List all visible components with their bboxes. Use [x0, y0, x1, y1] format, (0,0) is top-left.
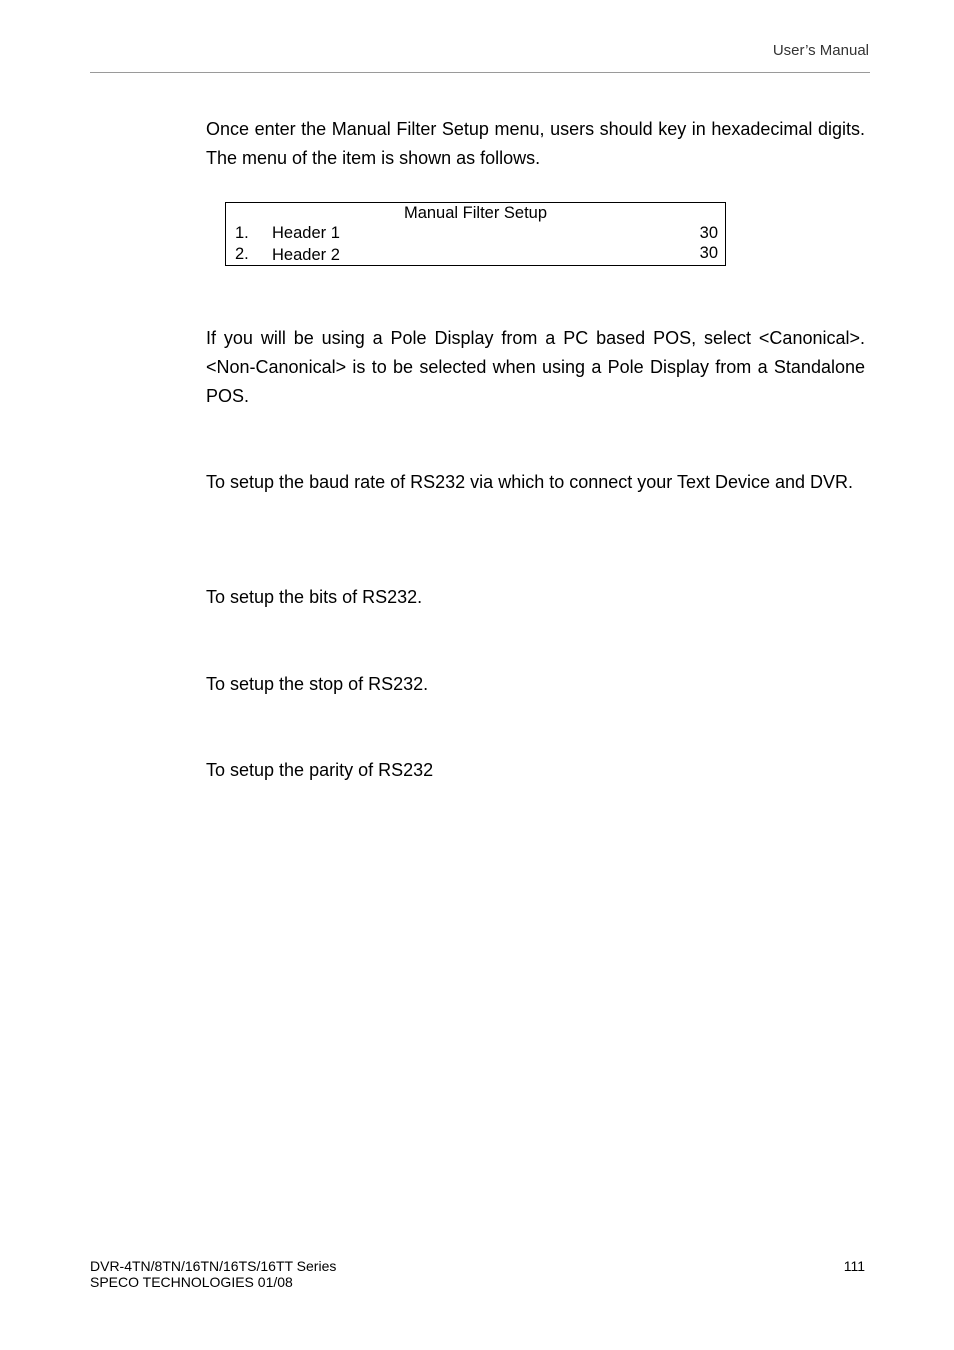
menu-row-value: 30: [699, 224, 718, 242]
pole-display-paragraph: If you will be using a Pole Display from a PC based POS, select <Canonical>. <Non-Canonical> is to be selected when using a Pole Display from a Standalone POS.: [206, 328, 865, 406]
parity-paragraph: To setup the parity of RS232: [206, 760, 434, 780]
menu-row-label: Header 1: [272, 224, 340, 242]
baud-rate-paragraph: To setup the baud rate of RS232 via which to connect your Text Device and DVR.: [206, 472, 854, 492]
menu-row: [226, 224, 725, 244]
manual-filter-setup-menu: [225, 202, 726, 266]
header-divider: [90, 72, 870, 73]
menu-title: Manual Filter Setup: [403, 204, 548, 222]
running-header: User’s Manual: [772, 42, 869, 59]
footer-series: DVR-4TN/8TN/16TN/16TS/16TT Series: [90, 1258, 337, 1274]
footer-company: SPECO TECHNOLOGIES 01/08: [90, 1274, 293, 1290]
menu-row-number: 2.: [235, 245, 249, 263]
footer-info: [90, 1258, 336, 1290]
menu-row-label: Header 2: [272, 246, 340, 264]
page-number: 111: [843, 1258, 865, 1274]
menu-row-value: 30: [699, 244, 718, 262]
bits-paragraph: To setup the bits of RS232.: [206, 587, 423, 607]
stop-paragraph: To setup the stop of RS232.: [206, 674, 429, 694]
menu-row-number: 1.: [235, 224, 249, 242]
menu-row: [226, 244, 725, 264]
intro-paragraph: Once enter the Manual Filter Setup menu, users should key in hexadecimal digits. The menu of the item is shown as follows.: [206, 119, 865, 168]
